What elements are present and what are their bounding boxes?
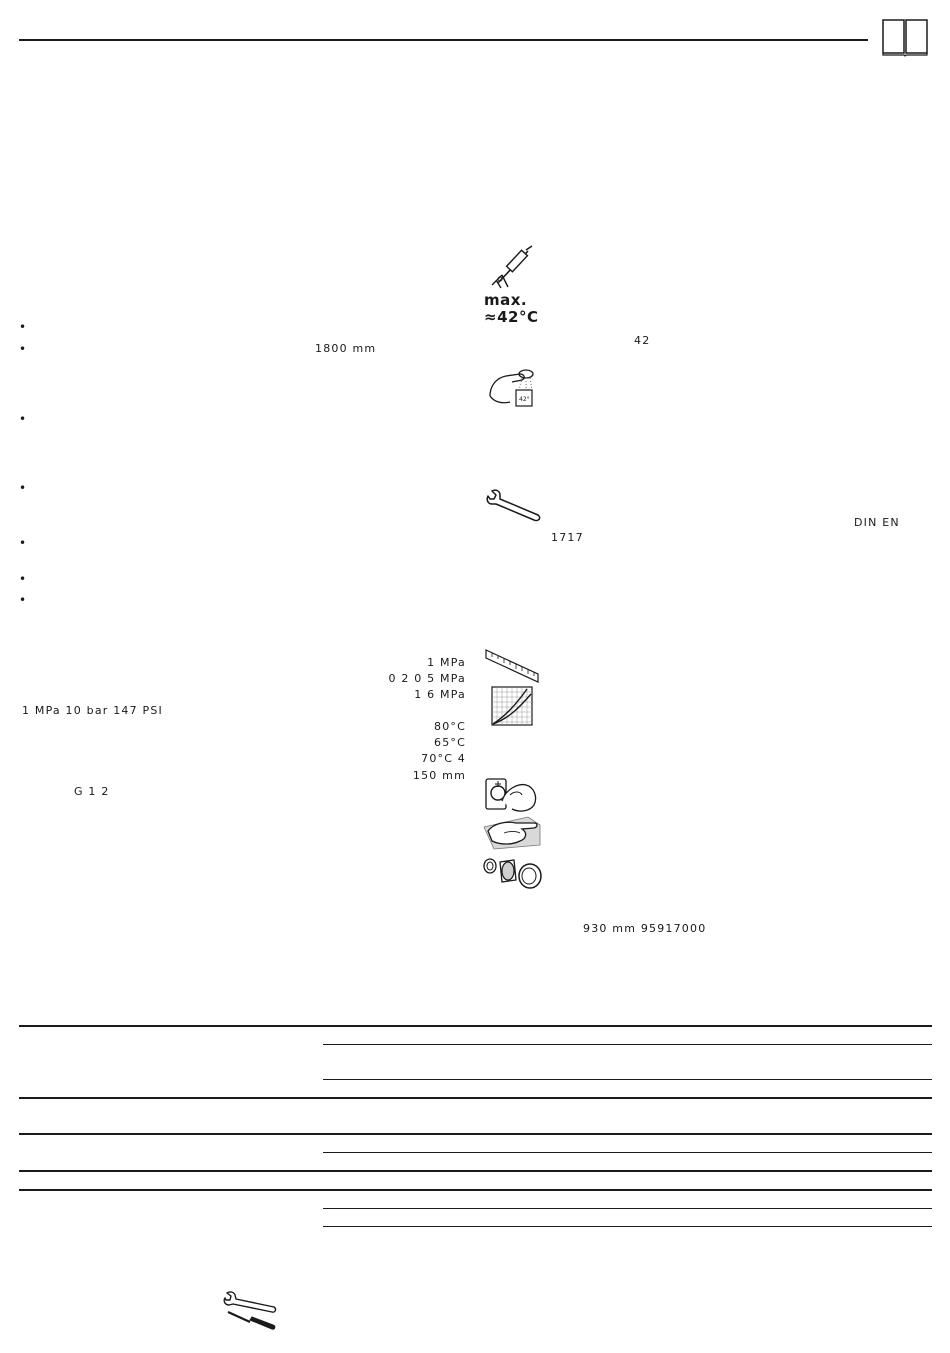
- recommended-pressure-value: 0 2 0 5 MPa: [388, 672, 466, 685]
- max-temp-label: max.: [484, 291, 528, 309]
- ruler-icon: [484, 646, 540, 684]
- hand-wipe-icon: [482, 815, 542, 851]
- connection-thread: G 1 2: [74, 785, 110, 798]
- bullet: •: [19, 412, 27, 426]
- bullet: •: [19, 342, 27, 356]
- din-number: 1717: [551, 531, 584, 544]
- table-rule: [323, 1044, 932, 1045]
- table-rule: [19, 1170, 932, 1172]
- max-temp-value: ≈42°C: [484, 308, 539, 326]
- flow-graph-icon: [491, 686, 533, 726]
- bullet: •: [19, 593, 27, 607]
- max-pressure-value: 1 MPa: [427, 656, 466, 669]
- test-pressure-note: 1 MPa 10 bar 147 PSI: [22, 704, 163, 717]
- open-book-icon: [882, 19, 928, 57]
- table-rule: [19, 1025, 932, 1027]
- table-rule: [323, 1152, 932, 1153]
- din-en-label: DIN EN: [854, 516, 900, 529]
- max-hot-water-temp: 80°C: [434, 720, 466, 733]
- bullet: •: [19, 481, 27, 495]
- height-value: 1800 mm: [315, 342, 377, 355]
- table-rule: [19, 1097, 932, 1099]
- table-rule: [19, 1133, 932, 1135]
- test-pressure-value: 1 6 MPa: [414, 688, 466, 701]
- thermal-disinfection: 70°C 4: [421, 752, 466, 765]
- cartridge-parts-icon: [482, 852, 544, 892]
- wrench-icon: [484, 490, 544, 524]
- table-rule: [19, 1189, 932, 1191]
- table-rule: [323, 1226, 932, 1227]
- temp-42-value: 42: [634, 334, 651, 347]
- bullet: •: [19, 572, 27, 586]
- hand-knob-icon: [484, 771, 540, 815]
- hand-thermometer-icon: [486, 366, 538, 408]
- bullet: •: [19, 536, 27, 550]
- header-rule: [19, 39, 868, 41]
- recommended-hot-water-temp: 65°C: [434, 736, 466, 749]
- table-rule: [323, 1208, 932, 1209]
- extension-info: 930 mm 95917000: [583, 922, 707, 935]
- caulk-gun-icon: [488, 245, 536, 290]
- bullet: •: [19, 320, 27, 334]
- wrench-screwdriver-icon: [222, 1292, 278, 1332]
- min-clearance: 150 mm: [412, 769, 466, 782]
- svg-text:42°: 42°: [519, 396, 530, 403]
- table-rule: [323, 1079, 932, 1080]
